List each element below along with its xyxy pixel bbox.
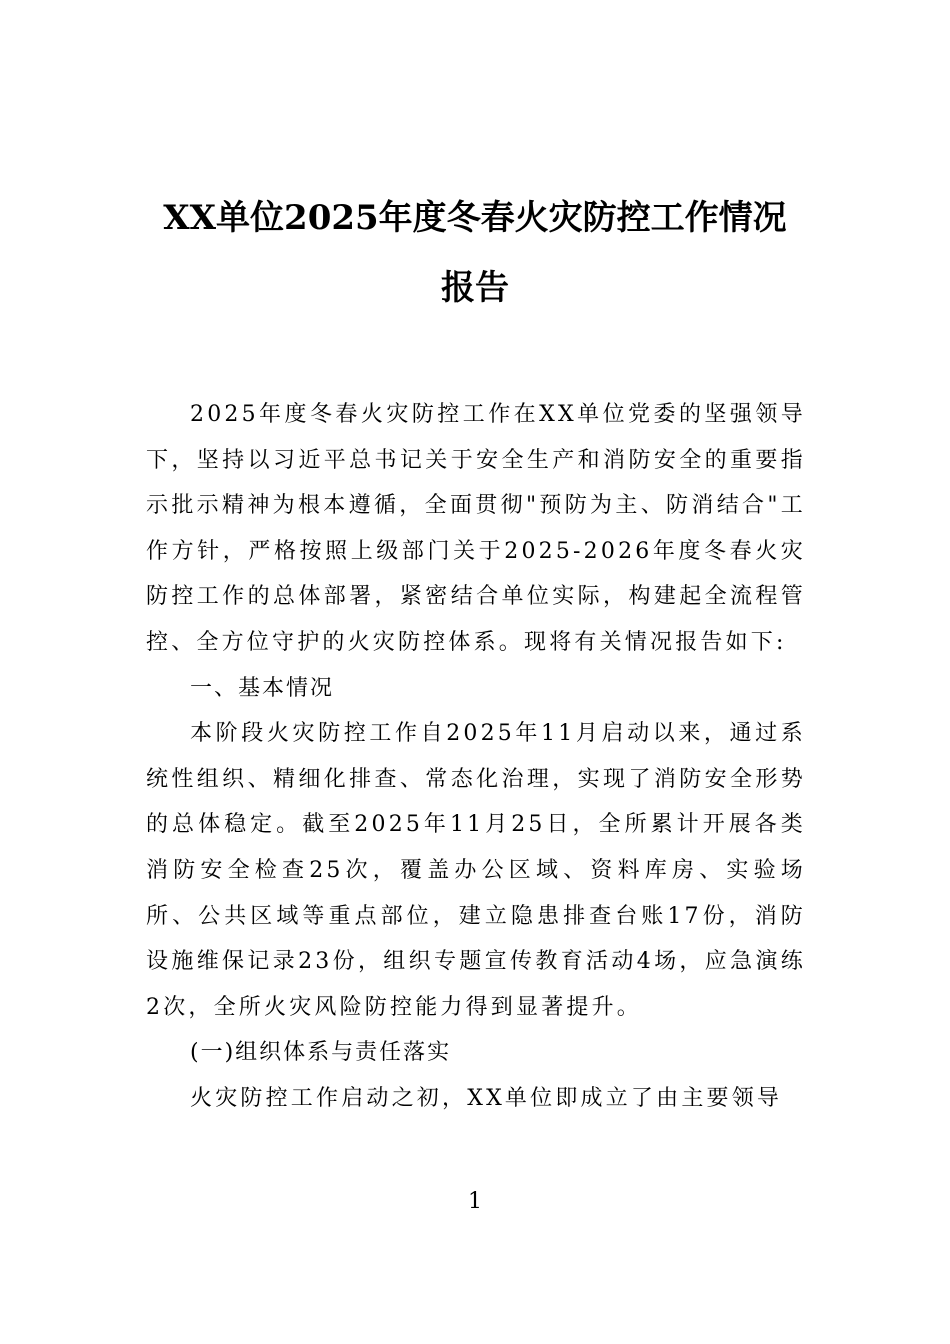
document-title-line-2: 报告 [441, 268, 509, 308]
document-title-line-1: XX单位2025年度冬春火灾防控工作情况 [163, 198, 787, 238]
section-heading-basic-situation: 一、基本情况 [190, 675, 335, 701]
intro-paragraph: 2025年度冬春火灾防控工作在XX单位党委的坚强领导下，坚持以习近平总书记关于安全生产和消防安全的重要指示批示精神为根本遵循，全面贯彻"预防为主、防消结合"工作方针，严格按照上级部门关于2025-2026年度冬春火灾防控工作的总体部署，紧密结合单位实际，构建起全流程管控、全方位守护的火灾防控体系。现将有关情况报告如下: [146, 402, 806, 655]
page-number: 1 [468, 1189, 482, 1214]
subsection-heading-organization: (一)组织体系与责任落实 [190, 1040, 452, 1066]
basic-situation-paragraph: 本阶段火灾防控工作自2025年11月启动以来，通过系统性组织、精细化排查、常态化治理，实现了消防安全形势的总体稳定。截至2025年11月25日，全所累计开展各类消防安全检查25次，覆盖办公区域、资料库房、实验场所、公共区域等重点部位，建立隐患排查台账17份，消防设施维保记录23份，组织专题宣传教育活动4场，应急演练2次，全所火灾风险防控能力得到显著提升。 [146, 721, 806, 1020]
document-body [146, 392, 806, 1122]
organization-paragraph: 火灾防控工作启动之初，XX单位即成立了由主要领导 [190, 1085, 783, 1111]
